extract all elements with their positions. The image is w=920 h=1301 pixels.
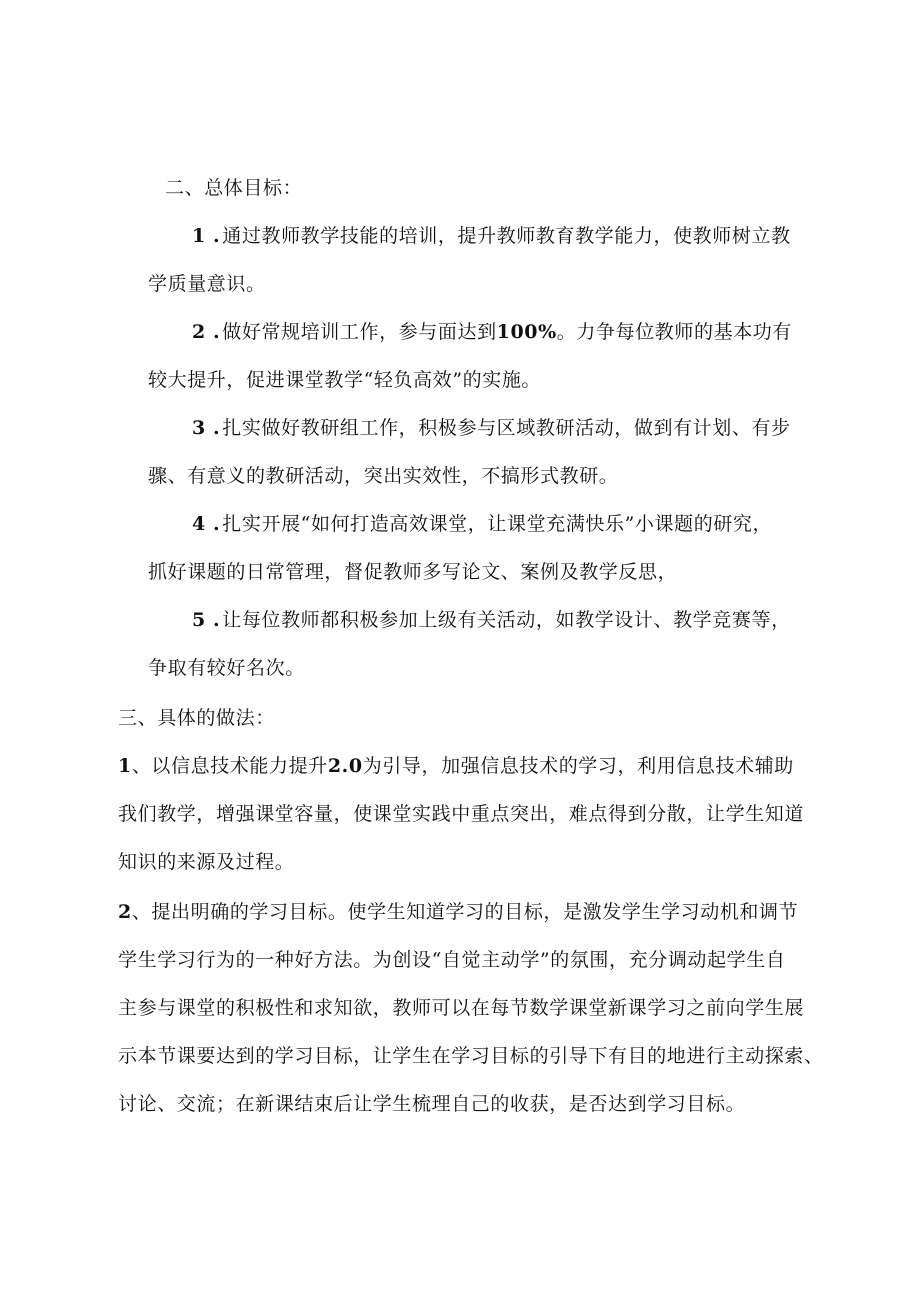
goal-4-text-1: 扎实开展“如何打造高效课堂，让课堂充满快乐”小课题的研究， bbox=[222, 513, 773, 535]
goal-1-line-1 bbox=[192, 224, 791, 248]
method-1-number: 1 bbox=[118, 755, 132, 777]
goal-3-number: 3 bbox=[192, 417, 206, 439]
method-1-version: 2.0 bbox=[327, 755, 363, 777]
goal-1-line-2: 学质量意识。 bbox=[148, 273, 266, 295]
goal-2-number: 2 bbox=[192, 321, 206, 343]
goal-5-text-1: 让每位教师都积极参加上级有关活动，如教学设计、教学竞赛等， bbox=[222, 609, 791, 631]
method-2-text-1: 、提出明确的学习目标。使学生知道学习的目标，是激发学生学习动机和调节 bbox=[131, 901, 799, 923]
goal-4-number: 4 bbox=[192, 513, 206, 535]
goal-3-text-1: 扎实做好教研组工作，积极参与区域教研活动，做到有计划、有步 bbox=[222, 417, 791, 439]
goal-3-line-2: 骤、有意义的教研活动，突出实效性，不搞形式教研。 bbox=[148, 465, 619, 487]
method-1-line-1 bbox=[118, 754, 794, 778]
goal-1-number: 1 bbox=[192, 225, 206, 247]
goal-2-text-1a: 做好常规培训工作，参与面达到 bbox=[222, 321, 497, 343]
goal-3-line-1 bbox=[192, 416, 791, 440]
method-2-line-5: 讨论、交流；在新课结束后让学生梳理自己的收获，是否达到学习目标。 bbox=[118, 1093, 746, 1115]
method-1-line-2: 我们教学，增强课堂容量，使课堂实践中重点突出，难点得到分散，让学生知道 bbox=[118, 803, 805, 825]
goal-5-line-2: 争取有较好名次。 bbox=[148, 657, 305, 679]
goal-1-dot: . bbox=[205, 225, 221, 247]
method-1-text-1b: 为引导，加强信息技术的学习，利用信息技术辅助 bbox=[362, 755, 794, 777]
goal-4-dot: . bbox=[205, 513, 221, 535]
method-2-line-4: 示本节课要达到的学习目标，让学生在学习目标的引导下有目的地进行主动探索、 bbox=[118, 1045, 824, 1067]
method-2-line-2: 学生学习行为的一种好方法。为创设“自觉主动学”的氛围，充分调动起学生自 bbox=[118, 949, 786, 971]
section-3-heading: 三、具体的做法： bbox=[118, 707, 275, 729]
method-2-line-1 bbox=[118, 900, 798, 924]
goal-1-text-1: 通过教师教学技能的培训，提升教师教育教学能力，使教师树立教 bbox=[222, 225, 791, 247]
goal-3-dot: . bbox=[205, 417, 221, 439]
goal-4-line-2: 抓好课题的日常管理，督促教师多写论文、案例及教学反思， bbox=[148, 561, 678, 583]
goal-2-dot: . bbox=[205, 321, 221, 343]
method-2-line-3: 主参与课堂的积极性和求知欲，教师可以在每节数学课堂新课学习之前向学生展 bbox=[118, 997, 805, 1019]
goal-5-number: 5 bbox=[192, 609, 206, 631]
goal-2-line-1 bbox=[192, 320, 792, 344]
goal-5-line-1 bbox=[192, 608, 791, 632]
method-1-text-1a: 、以信息技术能力提升 bbox=[131, 755, 328, 777]
method-1-line-3: 知识的来源及过程。 bbox=[118, 851, 295, 873]
goal-2-line-2: 较大提升，促进课堂教学“轻负高效”的实施。 bbox=[148, 369, 542, 391]
goal-5-dot: . bbox=[205, 609, 221, 631]
goal-4-line-1 bbox=[192, 512, 772, 536]
section-2-heading: 二、总体目标： bbox=[165, 177, 303, 199]
method-2-number: 2 bbox=[118, 901, 132, 923]
goal-2-text-1b: 。力争每位教师的基本功有 bbox=[556, 321, 792, 343]
goal-2-percentage: 100% bbox=[496, 321, 557, 343]
